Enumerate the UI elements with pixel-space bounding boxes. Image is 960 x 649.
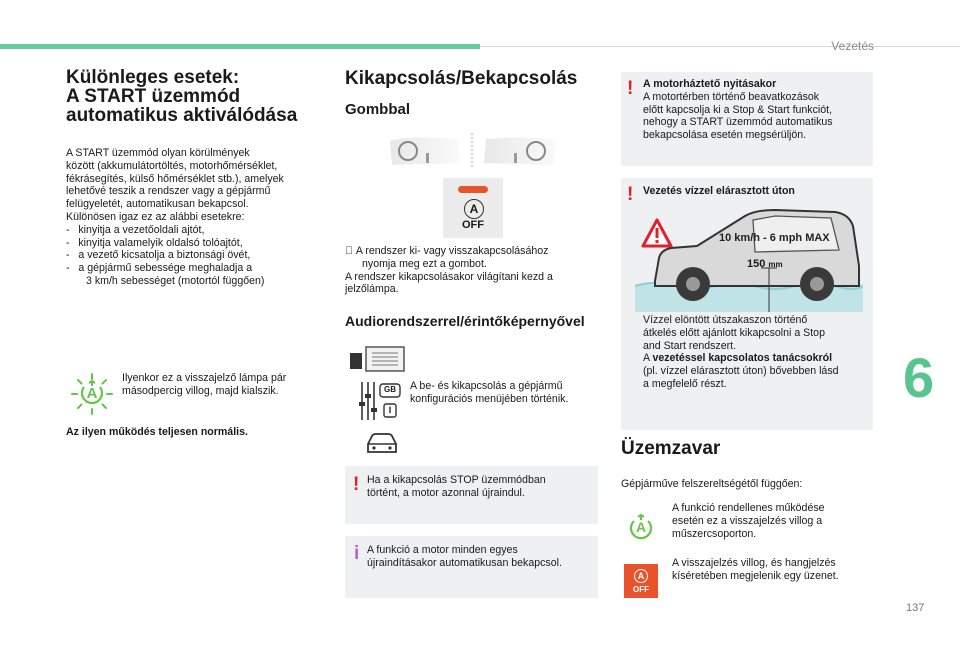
button-subtitle: Gombbal (345, 101, 411, 118)
case-item: - a gépjármű sebessége meghaladja a (66, 262, 253, 275)
settings-sliders-icon: GB I (358, 380, 402, 424)
stop-start-lamp-icon: A (70, 372, 114, 416)
restart-warning-box: ! Ha a kikapcsolás STOP üzemmódban történt, a motor azonnal újraindul. (345, 466, 598, 524)
bonnet-warning-box: ! A motorháztető nyitásakor A motortérben történő beavatkozások előtt kapcsolja ki a Stop & Start funkciót, nehogy a START üzemmód automatikus bekapcsolása esetén megsérüljön. (621, 72, 873, 166)
flooded-road-warning-box: ! Vezetés vízzel elárasztott úton 10 km/h - 6 mph MAX 150 mm Vízzel elöntött útszakaszon történő átkelés előtt ajánlott kikapcsolni a Stop and Start rendszert. A vezetéssel kapcsolatos tanácsokról (pl. vízzel elárasztott úton) bővebben lásd a megfelelő részt. (621, 178, 873, 430)
chapter-number: 6 (903, 346, 935, 409)
page-number: 137 (906, 602, 925, 614)
water-depth-label: 150 mm (747, 258, 783, 270)
off-warning-lamp-icon: A OFF (624, 564, 658, 598)
warning-icon: ! (627, 78, 634, 99)
normal-note: Az ilyen működés teljesen normális. (66, 426, 248, 438)
audio-description: A be- és kikapcsolás a gépjármű konfigurációs menüjében történik. (410, 380, 569, 405)
dashboard-illustration (388, 133, 558, 171)
audio-subtitle: Audiorendszerrel/érintőképernyővel (345, 313, 585, 329)
fault-lamp-icon: A (626, 512, 656, 542)
flooded-road-illustration (635, 206, 863, 312)
auto-reactivation-info-box: i A funkció a motor minden egyes újraindításakor automatikusan bekapcsol. (345, 536, 598, 598)
left-intro: A START üzemmód olyan körülmények között (akkumulátortöltés, motorhőmérséklet, fékrásegítés, külső hőmérséklet stb.), amelyek lehetővé teszik a rendszer vagy a gépjármű felügyeletét, automatikusan bekapcsol. Különösen igaz ez az alábbi esetekre: - kinyitja a vezetőoldali ajtót, - kinyitja valamelyik oldalsó tolóajtót, - a vezető kicsatolja a biztonsági övét, - a gépjármű sebessége meghaladja a 3 km/h sebességet (motortól függően) (66, 147, 331, 288)
speed-limit-label: 10 km/h - 6 mph MAX (719, 232, 830, 244)
warning-icon: ! (353, 474, 360, 495)
fault-intro: Gépjárműve felszereltségétől függően: (621, 478, 803, 490)
running-header: Vezetés (831, 39, 874, 53)
fault1-text: A funkció rendellenes működése esetén ez a visszajelzés villog a műszercsoporton. (672, 502, 825, 540)
lamp-description: Ilyenkor ez a visszajelző lámpa pár másodpercig villog, majd kialszik. (122, 372, 287, 397)
case-item: - kinyitja a vezetőoldali ajtót, (66, 223, 205, 236)
header-accent-bar (0, 44, 480, 49)
case-item: - kinyitja valamelyik oldalsó tolóajtót, (66, 236, 243, 249)
car-settings-icon (364, 430, 400, 456)
warning-icon: ! (627, 184, 634, 205)
button-instructions: A rendszer ki- vagy visszakapcsolásához nyomja meg ezt a gombot. A rendszer kikapcsolásakor világítani kezd a jelzőlámpa. (345, 245, 553, 296)
auto-a-icon: A (464, 199, 484, 219)
middle-title: Kikapcsolás/Bekapcsolás (345, 68, 578, 89)
stop-start-off-button[interactable]: A OFF (443, 178, 503, 238)
flooded-road-text: Vízzel elöntött útszakaszon történő átkelés előtt ajánlott kikapcsolni a Stop and Start rendszert. A vezetéssel kapcsolatos tanácsokról (pl. vízzel elárasztott úton) bővebben lásd a megfelelő részt. (643, 314, 839, 390)
touchscreen-icon (350, 345, 406, 375)
case-item: - a vezető kicsatolja a biztonsági övét, (66, 249, 251, 262)
left-title: Különleges esetek: A START üzemmód automatikus aktiválódása (66, 67, 298, 126)
info-icon: i (354, 543, 360, 564)
header-rule (480, 46, 960, 47)
fault-title: Üzemzavar (621, 438, 721, 459)
button-led-icon (458, 186, 488, 193)
fault2-text: A visszajelzés villog, és hangjelzés kíséretében megjelenik egy üzenet. (672, 557, 839, 582)
